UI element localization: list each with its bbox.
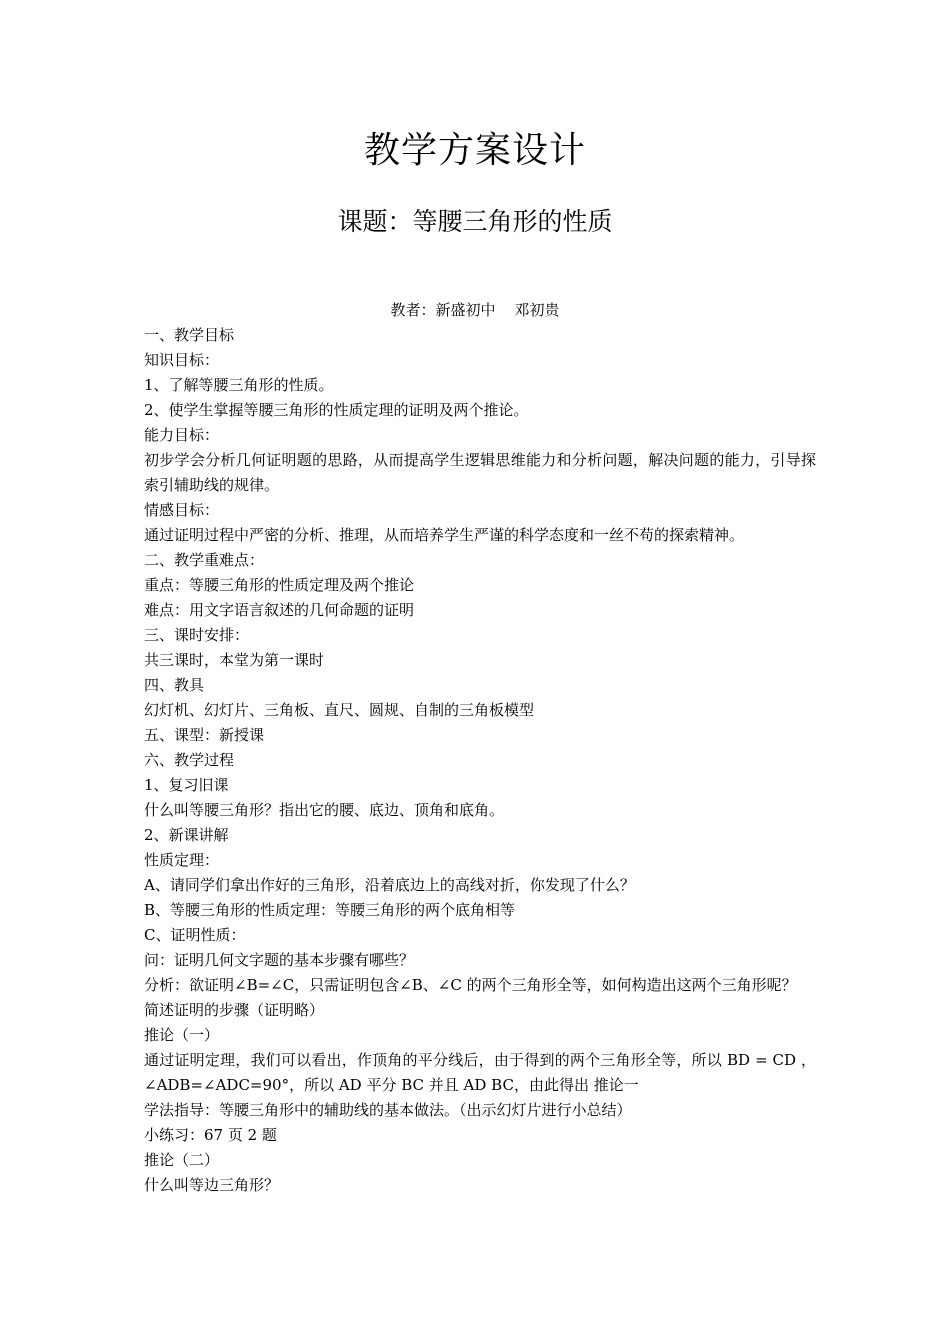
subsection-heading: 知识目标： <box>144 351 220 369</box>
section-heading: 三、课时安排： <box>144 626 250 644</box>
text-line: 难点：用文字语言叙述的几何命题的证明 <box>144 601 415 619</box>
document-body <box>144 323 816 1198</box>
subsection-heading: 能力目标： <box>144 426 220 444</box>
author-line: 教者：新盛初中 邓初贵 <box>390 301 560 319</box>
text-line: 推论（一） <box>144 1026 220 1044</box>
section-heading: 五、课型：新授课 <box>144 726 265 744</box>
section-heading: 四、教具 <box>144 676 205 694</box>
text-line: 通过证明过程中严密的分析、推理，从而培养学生严谨的科学态度和一丝不苟的探索精神。 <box>144 526 745 544</box>
text-line: 幻灯机、幻灯片、三角板、直尺、圆规、自制的三角板模型 <box>144 701 535 719</box>
section-heading: 一、教学目标 <box>144 326 235 344</box>
text-line: 性质定理： <box>144 851 220 869</box>
text-line: B、等腰三角形的性质定理：等腰三角形的两个底角相等 <box>144 901 516 919</box>
text-paragraph: 分析：欲证明∠B=∠C，只需证明包含∠B、∠C 的两个三角形全等，如何构造出这两个三角形呢？ <box>144 976 797 994</box>
text-line: 什么叫等边三角形？ <box>144 1176 280 1194</box>
text-line: 推论（二） <box>144 1151 220 1169</box>
text-line: C、证明性质： <box>144 926 246 944</box>
text-line: 学法指导：等腰三角形中的辅助线的基本做法。（出示幻灯片进行小总结） <box>144 1101 632 1119</box>
section-heading: 六、教学过程 <box>144 751 235 769</box>
text-line: 简述证明的步骤（证明略） <box>144 1001 325 1019</box>
text-line: A、请同学们拿出作好的三角形，沿着底边上的高线对折，你发现了什么？ <box>144 876 635 894</box>
text-line: 什么叫等腰三角形？指出它的腰、底边、顶角和底角。 <box>144 801 505 819</box>
subsection-heading: 情感目标： <box>144 501 220 519</box>
document-title: 教学方案设计 <box>363 130 586 171</box>
text-line: 问：证明几何文字题的基本步骤有哪些？ <box>144 951 415 969</box>
text-paragraph: 通过证明定理，我们可以看出，作顶角的平分线后，由于得到的两个三角形全等，所以 BD = CD ，∠ADB=∠ADC=90°，所以 AD 平分 BC 并且 AD BC，由此得出 推论一 <box>144 1051 816 1094</box>
subsection-heading: 1、复习旧课 <box>144 776 229 794</box>
text-line: 重点：等腰三角形的性质定理及两个推论 <box>144 576 415 594</box>
subsection-heading: 2、新课讲解 <box>144 826 229 844</box>
document-subtitle: 课题：等腰三角形的性质 <box>337 207 613 236</box>
text-line: 共三课时，本堂为第一课时 <box>144 651 325 669</box>
text-paragraph: 初步学会分析几何证明题的思路，从而提高学生逻辑思维能力和分析问题，解决问题的能力，引导探索引辅助线的规律。 <box>144 451 816 494</box>
text-line: 2、使学生掌握等腰三角形的性质定理的证明及两个推论。 <box>144 401 529 419</box>
section-heading: 二、教学重难点： <box>144 551 265 569</box>
text-line: 1、了解等腰三角形的性质。 <box>144 376 334 394</box>
text-line: 小练习：67 页 2 题 <box>144 1126 277 1144</box>
